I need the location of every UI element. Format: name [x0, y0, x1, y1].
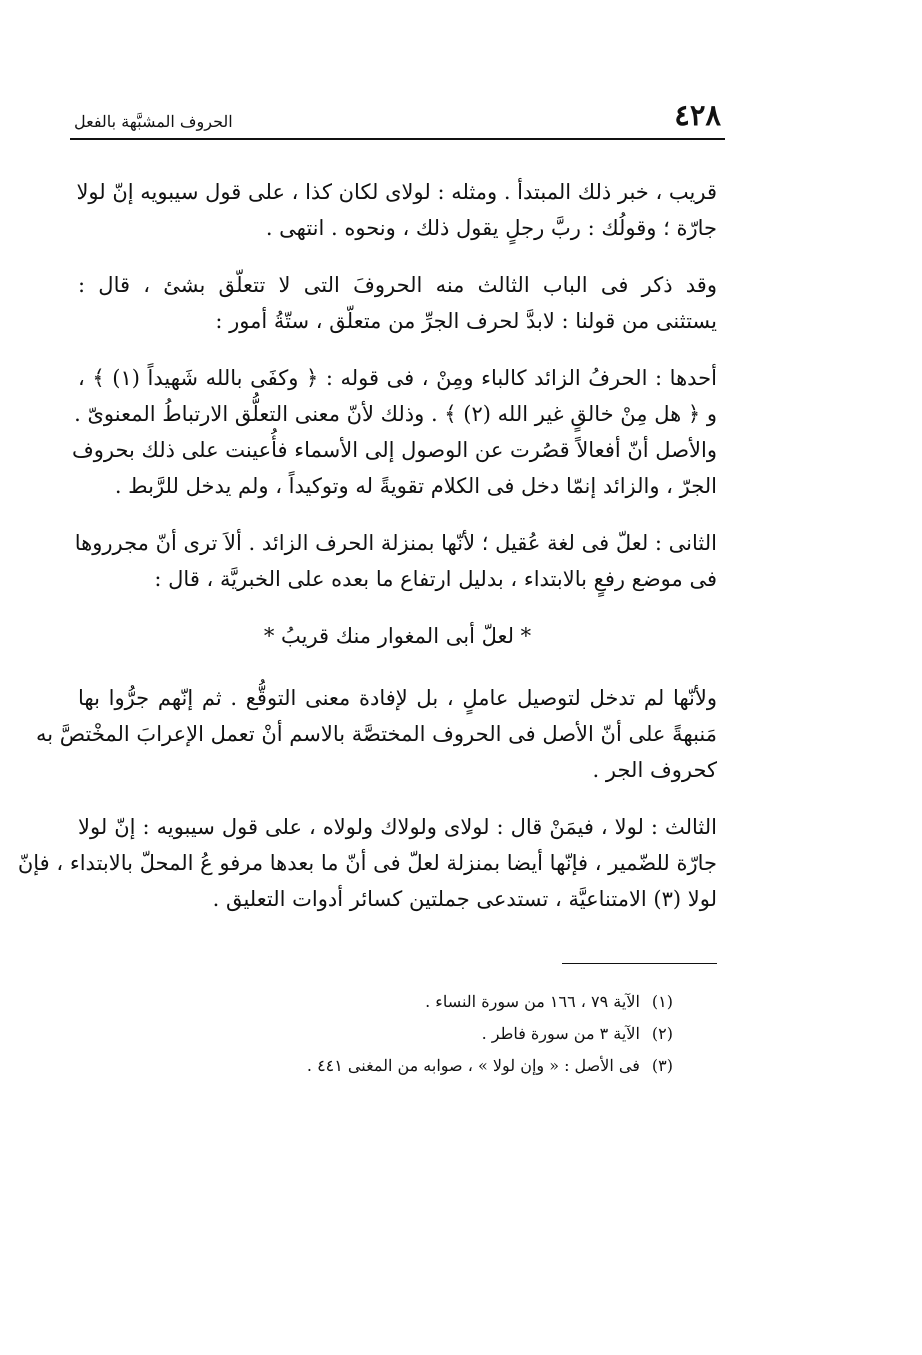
text-line: الجرّ ، والزائد إنمّا دخل فى الكلام تقويةً له وتوكيداً ، ولم يدخل للرَّبط .	[114, 474, 717, 498]
footnotes	[70, 986, 725, 1082]
footnote-divider	[562, 963, 717, 964]
text-line: لولا (٣) الامتناعيَّة ، تستدعى جملتين كسائر أدوات التعليق .	[212, 887, 717, 911]
poetry-verse: * لعلّ أبى المغوار منك قريبُ *	[263, 624, 532, 648]
footnote-text: فى الأصل : « وإن لولا » ، صوابه من المغنى ٤٤١ .	[306, 1056, 640, 1075]
footnote-marker: (٢)	[651, 1024, 673, 1043]
text-line: جارّة ؛ وقولُك : ربَّ رجلٍ يقول ذلك ، ونحوه . انتهى .	[265, 216, 717, 240]
text-line: و ﴿ هل مِنْ خالقٍ غير الله (٢) ﴾ . وذلك لأنّ معنى التعلُّق الارتباطُ المعنوىّ .	[74, 402, 717, 426]
text-line: أحدها : الحرفُ الزائد كالباء ومِنْ ، فى قوله : ﴿ وكفَى بالله شَهيداً (١) ﴾ ،	[78, 366, 717, 390]
text-line: ولأنّها لم تدخل لتوصيل عاملٍ ، بل لإفادة معنى التوقُّع . ثم إنّهم جرُّوا بها	[78, 686, 717, 710]
footnote-marker: (٣)	[651, 1056, 673, 1075]
page-header	[70, 92, 725, 140]
footnote	[70, 1018, 673, 1050]
text-line: فى موضع رفعٍ بالابتداء ، بدليل ارتفاع ما بعده على الخبريَّة ، قال :	[154, 567, 717, 591]
text-line: وقد ذكر فى الباب الثالث منه الحروفَ التى لا تتعلّق بشئ ، قال :	[78, 273, 717, 297]
text-line: الثالث : لولا ، فيمَنْ قال : لولاى ولولاك ولولاه ، على قول سيبويه : إنّ لولا	[78, 815, 717, 839]
paragraph	[17, 809, 725, 917]
paragraph	[70, 267, 725, 339]
paragraph	[70, 525, 725, 597]
text-line: مَنبهةً على أنّ الأصل فى الحروف المختصَّة بالاسم أنْ تعمل الإعرابَ المخْتصَّ به	[35, 722, 717, 746]
footnote	[70, 986, 673, 1018]
footnote-text: الآية ٣ من سورة فاطر .	[481, 1024, 640, 1043]
text-line: جارّة للضّمير ، فإنّها أيضا بمنزلة لعلّ فى أنّ ما بعدها مرفو عُ المحلّ بالابتداء ، فإنّ	[17, 851, 717, 875]
footnote-text: الآية ٧٩ ، ١٦٦ من سورة النساء .	[425, 992, 640, 1011]
running-title: الحروف المشبَّهة بالفعل	[74, 112, 233, 131]
book-page	[17, 92, 725, 1292]
footnote	[70, 1050, 673, 1082]
main-text	[17, 174, 725, 917]
footnote-marker: (١)	[651, 992, 673, 1011]
text-line: الثانى : لعلّ فى لغة عُقيل ؛ لأنّها بمنزلة الحرف الزائد . ألاَ ترى أنّ مجرروها	[74, 531, 717, 555]
text-line: قريب ، خبر ذلك المبتدأ . ومثله : لولاى لكان كذا ، على قول سيبويه إنّ لولا	[76, 180, 717, 204]
text-line: كحروف الجر .	[592, 758, 717, 782]
paragraph	[70, 360, 725, 504]
page-number: ٤٢٨	[674, 98, 721, 132]
paragraph	[70, 174, 725, 246]
text-line: والأصل أنّ أفعالاً قصُرت عن الوصول إلى الأسماء فأُعينت على ذلك بحروف	[71, 438, 717, 462]
paragraph	[35, 680, 725, 788]
text-line: يستثنى من قولنا : لابدَّ لحرف الجرِّ من متعلّق ، ستّةُ أمور :	[215, 309, 717, 333]
